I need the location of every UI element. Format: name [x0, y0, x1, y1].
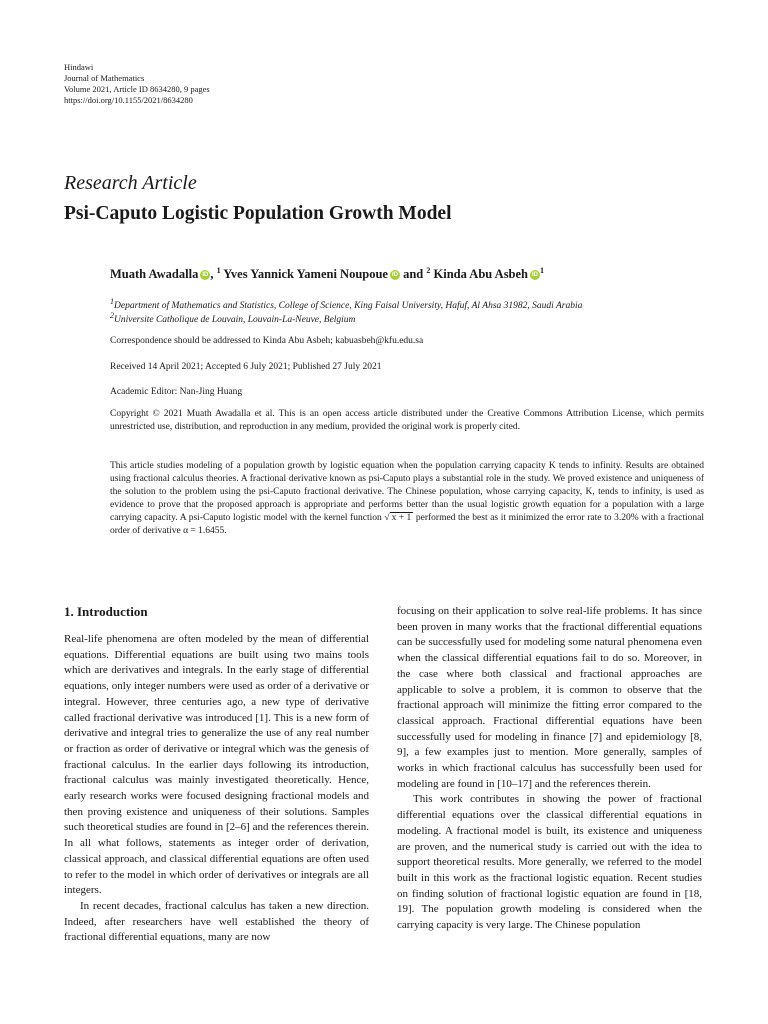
orcid-icon[interactable]: ID — [202, 272, 209, 279]
abstract-text-end: performed the best as it minimized the error rate to 3.20% with a fractional order of derivative α = 1.6455. — [110, 513, 704, 536]
volume-info: Volume 2021, Article ID 8634280, 9 pages — [64, 84, 210, 94]
paragraph: In recent decades, fractional calculus has taken a new direction. Indeed, after researchers have well established the theory of fractional differential equations, many are now — [64, 899, 369, 944]
author-name[interactable]: Muath Awadalla — [110, 267, 199, 282]
author-list — [110, 266, 544, 282]
correspondence: Correspondence should be addressed to Kinda Abu Asbeh; kabuasbeh@kfu.edu.sa — [110, 336, 424, 346]
affiliation-text: Universite Catholique de Louvain, Louvain-La-Neuve, Belgium — [114, 315, 356, 326]
article-dates: Received 14 April 2021; Accepted 6 July 2021; Published 27 July 2021 — [110, 362, 382, 372]
left-column — [64, 632, 369, 946]
author-affiliation-sup: 1 — [540, 266, 545, 275]
paragraph: Real-life phenomena are often modeled by the mean of differential equations. Differential equations are built using two mains tools which are derivatives and integrals. In the early stage of differential equations, only integer numbers were used as order of a derivative or integral. However, three centuries ago, a new type of derivative called fractional derivative was introduced [1]. This is a new form of derivative and integral tries to generalize the use of any real number or fraction as order of derivative or integral which was the genesis of fractional calculus. In the earlier days following its introduction, fractional calculus was mainly investigated theoretically. Hence, early research works were focused designing fractional models and then proving existence and uniqueness of their solutions. Samples such theoretical studies are found in [2–6] and the references therein. In all what follows, statements as integer order of derivation, classical approach, and classical differential equations are often used to refer to the model in which order of derivatives or integrals are all integers. — [64, 633, 369, 897]
affiliation — [110, 297, 710, 311]
article-title: Psi-Caputo Logistic Population Growth Model — [64, 203, 452, 224]
journal-name: Journal of Mathematics — [64, 73, 145, 83]
affiliation-sup: 2 — [110, 311, 114, 320]
author-separator: , — [210, 267, 217, 282]
author-affiliation-sup: 1 — [216, 266, 221, 275]
kernel-function: x + 1 — [391, 513, 412, 523]
publisher-name: Hindawi — [64, 62, 94, 72]
author-separator: and — [399, 267, 427, 282]
section-heading: 1. Introduction — [64, 604, 148, 619]
article-kind: Research Article — [64, 172, 197, 194]
orcid-icon[interactable]: ID — [532, 272, 539, 279]
journal-header — [64, 62, 210, 106]
doi-link[interactable]: https://doi.org/10.1155/2021/8634280 — [64, 95, 193, 105]
orcid-icon[interactable]: ID — [391, 272, 398, 279]
author-name[interactable]: Kinda Abu Asbeh — [433, 267, 529, 282]
academic-editor: Academic Editor: Nan-Jing Huang — [110, 387, 243, 397]
author-name[interactable]: Yves Yannick Yameni Noupoue — [223, 267, 388, 282]
abstract-text: This article studies modeling of a population growth by logistic equation when the population carrying capacity K tends to infinity. Results are obtained using fractional calculus theories. A fractional derivative known as psi-Caputo plays a substantial role in the study. We proved existence and uniqueness of the solution to the problem using the psi-Caputo fractional derivative. The Chinese population, whose carrying capacity, K, tends to infinity, is used as evidence to prove that the proposed approach is appropriate and performs better than the usual logistic growth equation for a population with a large carrying capacity. A psi-Caputo logistic model with the kernel function — [110, 461, 704, 523]
affiliation-text: Department of Mathematics and Statistics, College of Science, King Faisal University, Hafuf, Al Ahsa 31982, Saudi Arabia — [114, 301, 583, 312]
paragraph: This work contributes in showing the power of fractional differential equations over the classical differential equations in modeling. A fractional model is built, its existence and uniqueness are proven, and the numerical study is carried out with the idea to support theoretical results. More generally, we referred to the model built in this work as the fractional logistic equation. Recent studies on finding solution of fractional logistic equation are found in [18, 19]. The population growth modeling is considered when the carrying capacity is very large. The Chinese population — [397, 793, 702, 932]
copyright-notice: Copyright © 2021 Muath Awadalla et al. This is an open access article distributed under the Creative Commons Attribution License, which permits unrestricted use, distribution, and reproduction in any medium, provided the original work is properly cited. — [110, 409, 704, 432]
affiliation — [110, 311, 710, 325]
paragraph: focusing on their application to solve real-life problems. It has since been proven in many works that the fractional differential equations can be successfully used for modeling some natural phenomena even when the classical differential equations fail to do so. Moreover, in the case where both classical and fractional approaches are applicable to solve a problem, it is common to observe that the fractional approach will minimize the fitting error compared to the classical approach. Fractional differential equations have been successfully used for modeling in finance [7] and epidemiology [8, 9], a few examples just to mention. More generally, samples of works in which fractional calculus has successfully been used for modeling are found in [10–17] and the references therein. — [397, 605, 702, 790]
affiliation-sup: 1 — [110, 297, 114, 306]
author-affiliation-sup: 2 — [426, 266, 431, 275]
right-column — [397, 604, 702, 934]
abstract: This article studies modeling of a population growth by logistic equation when the population carrying capacity K tends to infinity. Results are obtained using fractional calculus theories. A fractional derivative known as psi-Caputo plays a substantial role in the study. We proved existence and uniqueness of the solution to the problem using the psi-Caputo fractional derivative. The Chinese population, whose carrying capacity, K, tends to infinity, is used as evidence to prove that the proposed approach is appropriate and performs better than the usual logistic growth equation for a population with a large carrying capacity. A psi-Caputo logistic model with the kernel function √ x + 1 performed the best as it minimized the error rate to 3.20% with a fractional order of derivative α = 1.6455. — [110, 461, 704, 536]
